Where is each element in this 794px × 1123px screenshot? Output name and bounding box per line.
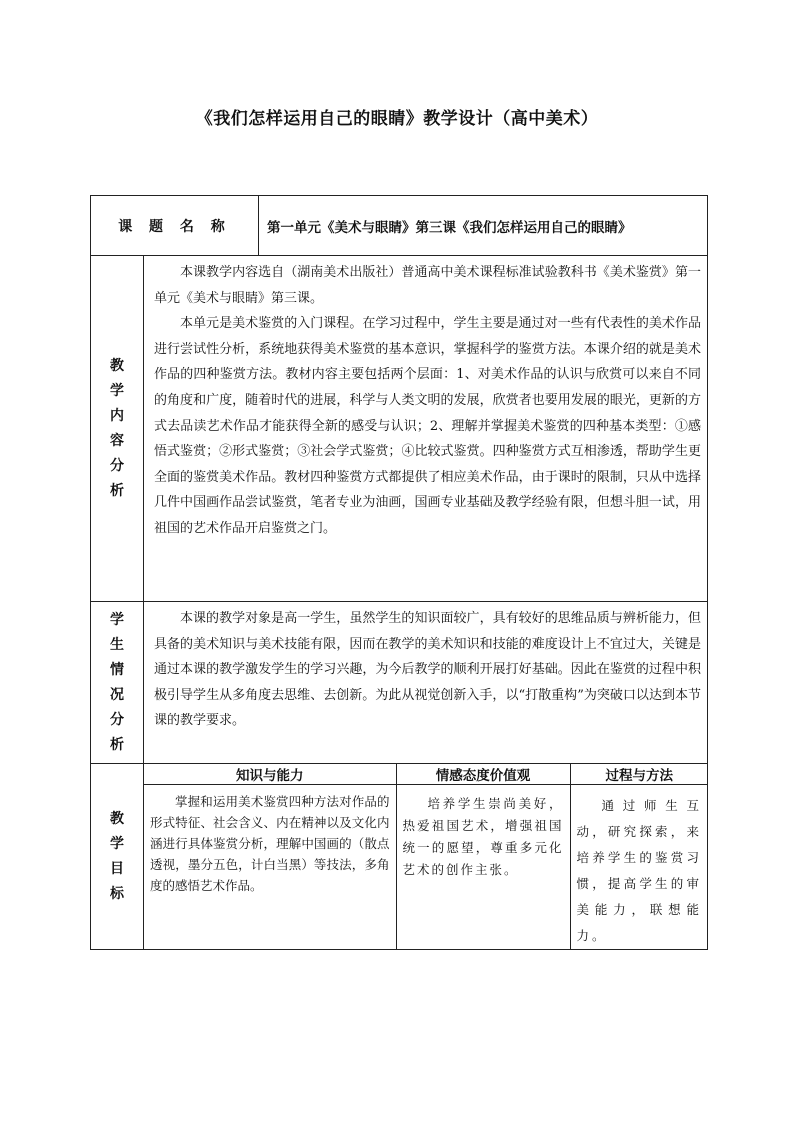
- document-title: 《我们怎样运用自己的眼睛》教学设计（高中美术）: [195, 109, 599, 129]
- content-analysis-text: [144, 256, 708, 602]
- student-analysis-text: [144, 602, 708, 764]
- paragraph: 本单元是美术鉴赏的入门课程。在学习过程中，学生主要是通过对一些有代表性的美术作品进行尝试性分析，系统地获得美术鉴赏的基本意识，掌握科学的鉴赏方法。本课介绍的就是美术作品的四种鉴赏方法。教材内容主要包括两个层面：1、对美术作品的认识与欣赏可以来自不同的角度和广度，随着时代的进展，科学与人类文明的发展，欣赏者也要用发展的眼光，更新的方式去品读艺术作品才能获得全新的感受与认识；2、理解并掌握美术鉴赏的四种基本类型：①感悟式鉴赏；②形式鉴赏；③社会学式鉴赏；④比较式鉴赏。四种鉴赏方式互相渗透，帮助学生更全面的鉴赏美术作品。教材四种鉴赏方式都提供了相应美术作品，由于课时的限制，只从中选择几件中国画作品尝试鉴赏，笔者专业为油画，国画专业基础及教学经验有限，但想斗胆一试，用祖国的艺术作品开启鉴赏之门。: [154, 316, 701, 536]
- objectives-emotion-text: 培养学生崇尚美好，热爱祖国艺术，增强祖国统一的愿望，尊重多元化艺术的创作主张。: [396, 785, 570, 950]
- objectives-row: [91, 764, 708, 950]
- course-value: 第一单元《美术与眼睛》第三课《我们怎样运用自己的眼睛》: [259, 196, 708, 256]
- objectives-table: [144, 764, 708, 949]
- objectives-header-knowledge: 知识与能力: [144, 764, 396, 785]
- objectives-label: 教 学 目 标: [91, 764, 144, 950]
- objectives-process-text: 通过师生互动，研究探索，来培养学生的鉴赏习惯，提高学生的审美能力，联想能力。: [576, 798, 702, 943]
- student-analysis-label: 学 生 情 况 分 析: [91, 602, 144, 764]
- paragraph: 本课教学内容选自（湖南美术出版社）普通高中美术课程标准试验教科书《美术鉴赏》第一单元《美术与眼睛》第三课。: [154, 265, 701, 306]
- objectives-knowledge-text: 掌握和运用美术鉴赏四种方法对作品的形式特征、社会含义、内在精神以及文化内涵进行具体鉴赏分析，理解中国画的（散点透视，墨分五色，计白当黑）等技法，多角度的感悟艺术作品。: [144, 785, 396, 950]
- objectives-header-emotion: 情感态度价值观: [396, 764, 570, 785]
- student-analysis-row: [91, 602, 708, 764]
- lesson-plan-table: [90, 195, 708, 950]
- paragraph: 本课的教学对象是高一学生，虽然学生的知识面较广，具有较好的思维品质与辨析能力，但具备的美术知识与美术技能有限，因而在教学的美术知识和技能的难度设计上不宜过大，关键是通过本课的教学激发学生的学习兴趣，为今后教学的顺利开展打好基础。因此在鉴赏的过程中积极引导学生从多角度去思维、去创新。为此从视觉创新入手，以“打散重构”为突破口以达到本节课的教学要求。: [154, 611, 701, 729]
- objectives-header-process: 过程与方法: [570, 764, 708, 785]
- course-label: 课 题 名 称: [91, 196, 259, 256]
- content-analysis-label: 教 学 内 容 分 析: [91, 256, 144, 602]
- content-analysis-row: [91, 256, 708, 602]
- course-row: [91, 196, 708, 256]
- objectives-content: [144, 764, 708, 950]
